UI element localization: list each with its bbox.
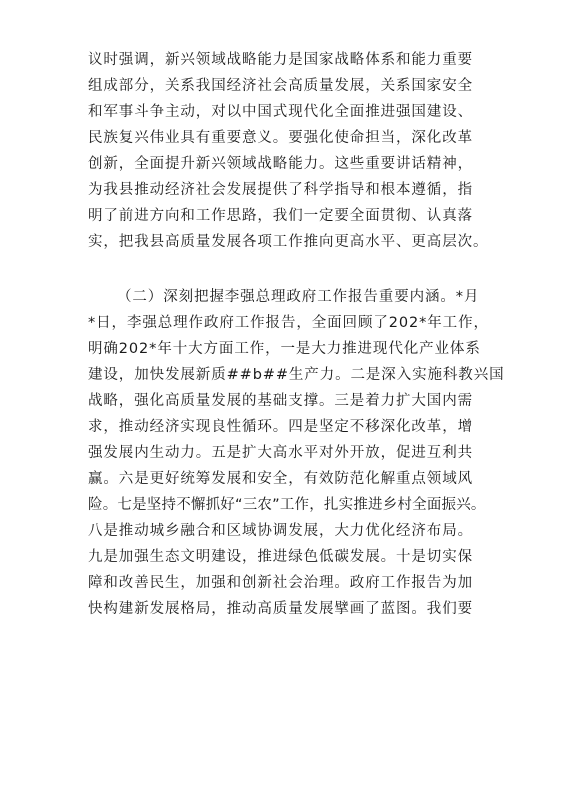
text-line: 强发展内生动力。五是扩大高水平对外开放，促进互利共: [88, 445, 473, 461]
section-heading-line: （二）深刻把握李强总理政府工作报告重要内涵。*月: [117, 289, 480, 305]
text-line: 明确202*年十大方面工作，一是大力推进现代化产业体系: [88, 341, 481, 357]
text-line: 建设，加快发展新质##b##生产力。二是深入实施科教兴国: [88, 367, 505, 383]
text-line: 赢。六是更好统筹发展和安全，有效防范化解重点领域风: [88, 471, 473, 487]
text-line: 险。七是坚持不懈抓好“三农”工作，扎实推进乡村全面振兴。: [88, 497, 486, 513]
text-line: 明了前进方向和工作思路，我们一定要全面贯彻、认真落: [88, 208, 473, 224]
text-line: 九是加强生态文明建设，推进绿色低碳发展。十是切实保: [88, 549, 473, 565]
text-line: *日，李强总理作政府工作报告，全面回顾了202*年工作，: [88, 315, 489, 331]
text-line: 为我县推动经济社会发展提供了科学指导和根本遵循，指: [88, 182, 473, 198]
text-line: 八是推动城乡融合和区域协调发展，大力优化经济布局。: [88, 523, 473, 539]
text-line: 民族复兴伟业具有重要意义。要强化使命担当，深化改革: [88, 130, 473, 146]
text-line: 组成部分，关系我国经济社会高质量发展，关系国家安全: [88, 78, 473, 94]
text-line: 战略，强化高质量发展的基础支撑。三是着力扩大国内需: [88, 393, 473, 409]
text-line: 障和改善民生，加强和创新社会治理。政府工作报告为加: [88, 575, 473, 591]
text-line: 议时强调，新兴领域战略能力是国家战略体系和能力重要: [88, 52, 473, 68]
text-line: 创新，全面提升新兴领域战略能力。这些重要讲话精神，: [88, 156, 473, 172]
text-line: 求，推动经济实现良性循环。四是坚定不移深化改革，增: [88, 419, 473, 435]
text-line: 和军事斗争主动，对以中国式现代化全面推进强国建设、: [88, 104, 473, 120]
text-line: 实，把我县高质量发展各项工作推向更高水平、更高层次。: [88, 234, 489, 250]
text-line: 快构建新发展格局，推动高质量发展擘画了蓝图。我们要: [88, 601, 473, 617]
